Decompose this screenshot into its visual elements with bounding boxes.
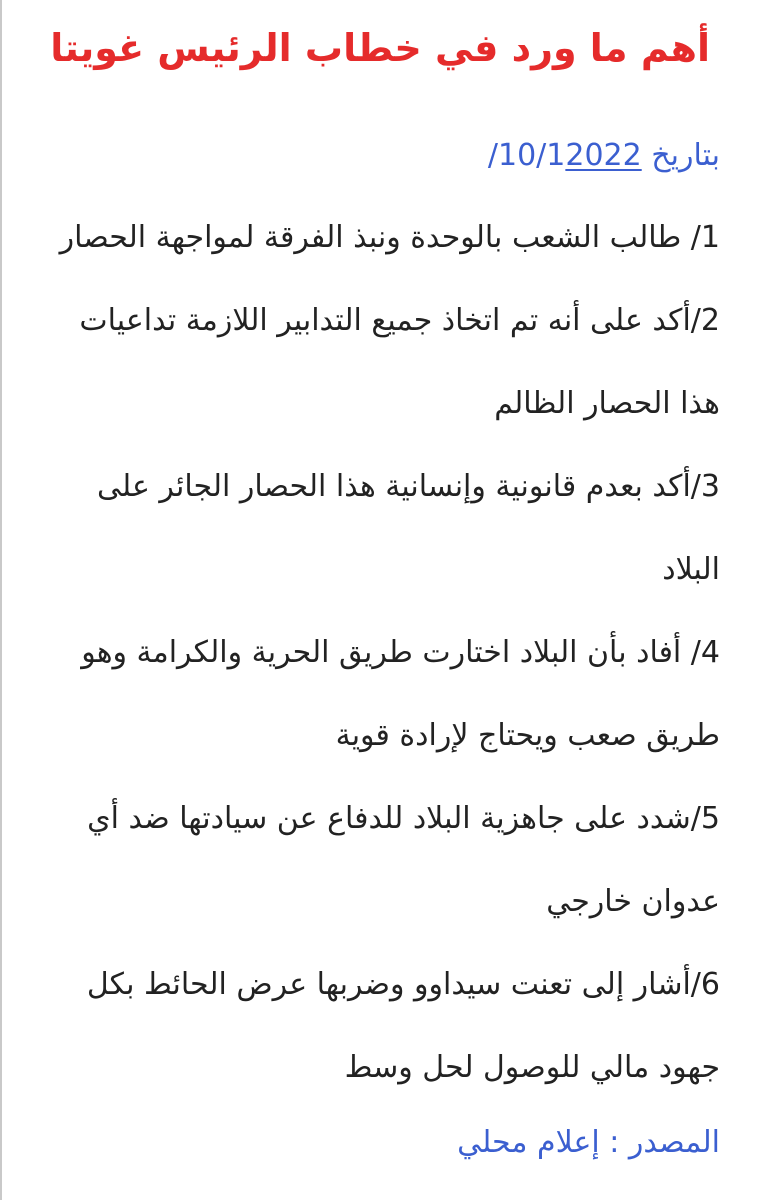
statement-list [40, 196, 720, 1109]
statement-item-1: 1/ طالب الشعب بالوحدة ونبذ الفرقة لمواجهة الحصار [59, 220, 720, 255]
statement-item-6: 6/أشار إلى تعنت سيداوو وضربها عرض الحائط بكل جهود مالي للوصول لحل وسط [86, 967, 720, 1085]
statement-item-4: 4/ أفاد بأن البلاد اختارت طريق الحرية والكرامة وهو طريق صعب ويحتاج لإرادة قوية [81, 635, 720, 753]
source-line: المصدر : إعلام محلي [457, 1125, 720, 1160]
document-content [40, 20, 720, 1173]
statement-item-3: 3/أكد بعدم قانونية وإنسانية هذا الحصار الجائر على البلاد [97, 469, 720, 587]
statement-item-2: 2/أكد على أنه تم اتخاذ جميع التدابير اللازمة تداعيات هذا الحصار الظالم [79, 303, 720, 421]
document-title: أهم ما ورد في خطاب الرئيس غويتا [50, 26, 710, 70]
date-year-link[interactable]: 2022 [565, 138, 642, 173]
date-rest: /10/1 [487, 138, 566, 173]
page-edge-divider [0, 0, 2, 1200]
date-value [488, 138, 642, 173]
statement-item-5: 5/شدد على جاهزية البلاد للدفاع عن سيادتها ضد أي عدوان خارجي [87, 801, 720, 919]
date-prefix: بتاريخ [641, 138, 720, 173]
date-line [40, 136, 720, 176]
